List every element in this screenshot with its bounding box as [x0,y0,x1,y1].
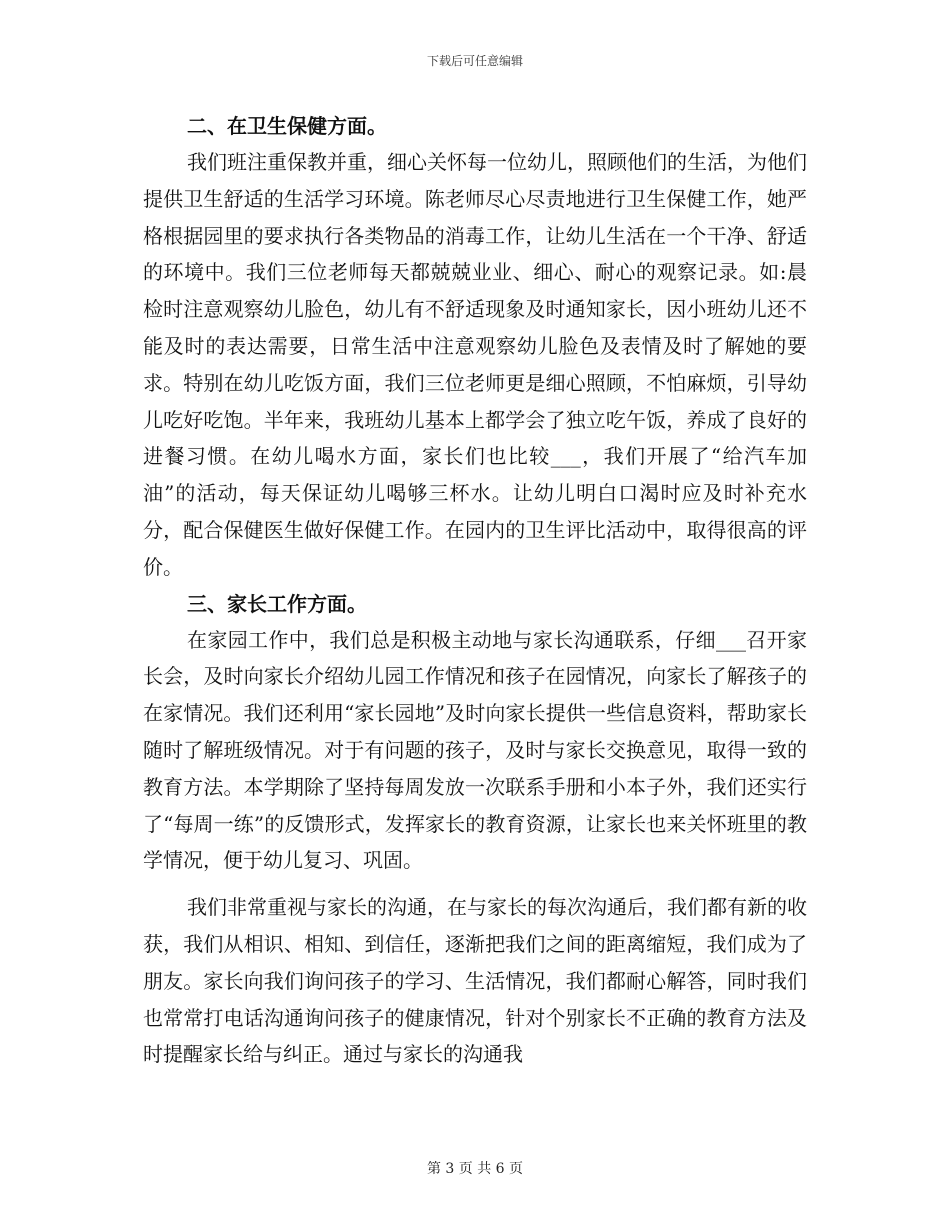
paragraph-parents-1: 在家园工作中，我们总是积极主动地与家长沟通联系，仔细___召开家长会，及时向家长介绍幼儿园工作情况和孩子在园情况，向家长了解孩子的在家情况。我们还利用“家长园地”及时向家长提供一些信息资料，帮助家长随时了解班级情况。对于有问题的孩子，及时与家长交换意见，取得一致的教育方法。本学期除了坚持每周发放一次联系手册和小本子外，我们还实行了“每周一练”的反馈形式，发挥家长的教育资源，让家长也来关怀班里的教学情况，便于幼儿复习、巩固。 [143,627,807,873]
section-heading-health: 二、在卫生保健方面。 [187,114,387,138]
paragraph-health: 我们班注重保教并重，细心关怀每一位幼儿，照顾他们的生活，为他们提供卫生舒适的生活学习环境。陈老师尽心尽责地进行卫生保健工作，她严格根据园里的要求执行各类物品的消毒工作，让幼儿生活在一个干净、舒适的环境中。我们三位老师每天都兢兢业业、细心、耐心的观察记录。如:晨检时注意观察幼儿脸色，幼儿有不舒适现象及时通知家长，因小班幼儿还不能及时的表达需要，日常生活中注意观察幼儿脸色及表情及时了解她的要求。特别在幼儿吃饭方面，我们三位老师更是细心照顾，不怕麻烦，引导幼儿吃好吃饱。半年来，我班幼儿基本上都学会了独立吃午饭，养成了良好的进餐习惯。在幼儿喝水方面，家长们也比较___，我们开展了“给汽车加油”的活动，每天保证幼儿喝够三杯水。让幼儿明白口渴时应及时补充水分，配合保健医生做好保健工作。在园内的卫生评比活动中，取得很高的评价。 [143,150,807,579]
document-body [143,108,807,1073]
paragraph-parents-2: 我们非常重视与家长的沟通，在与家长的每次沟通后，我们都有新的收获，我们从相识、相知、到信任，逐渐把我们之间的距离缩短，我们成为了朋友。家长向我们询问孩子的学习、生活情况，我们都耐心解答，同时我们也常常打电话沟通询问孩子的健康情况，针对个别家长不正确的教育方法及时提醒家长给与纠正。通过与家长的沟通我 [143,895,807,1067]
page-header: 下载后可任意编辑 [426,54,523,68]
page-footer: 第 3 页 共 6 页 [426,1161,524,1177]
section-heading-parents: 三、家长工作方面。 [187,591,367,616]
